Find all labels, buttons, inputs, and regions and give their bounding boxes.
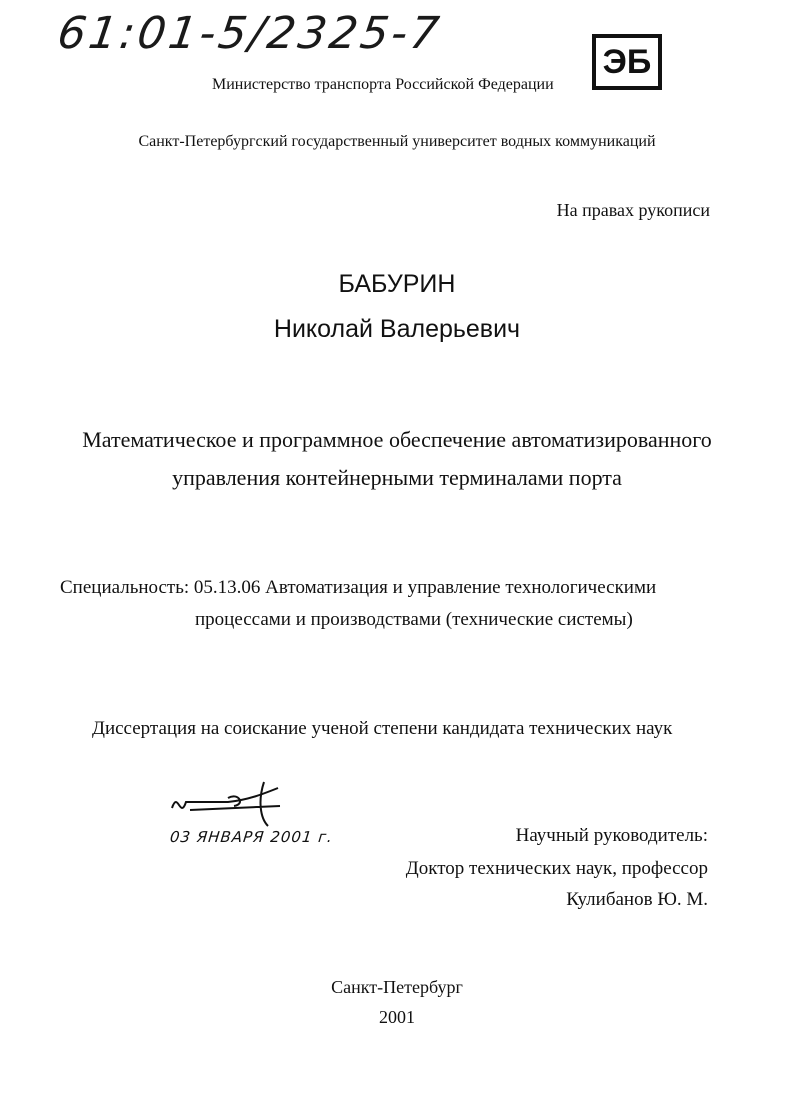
- manuscript-rights: На правах рукописи: [556, 200, 710, 220]
- author-signature: [168, 780, 298, 830]
- thesis-title-line-1: Математическое и программное обеспечение автоматизированного: [82, 427, 712, 452]
- author-surname: БАБУРИН: [338, 270, 456, 298]
- supervisor-degree: Доктор технических наук, профессор: [405, 858, 708, 879]
- signature-date: 03 ЯНВАРЯ 2001 г.: [169, 828, 334, 846]
- specialty-line-1: Специальность: 05.13.06 Автоматизация и управление технологическими: [60, 577, 657, 598]
- ministry-name: Министерство транспорта Российской Федерации: [212, 76, 554, 93]
- author-given-names: Николай Валерьевич: [273, 315, 521, 343]
- specialty-line-2: процессами и производствами (технические системы): [195, 609, 633, 630]
- thesis-title-line-2: управления контейнерными терминалами порта: [172, 465, 622, 490]
- degree-statement: Диссертация на соискание ученой степени кандидата технических наук: [92, 718, 673, 739]
- archive-number-handwritten: 61:01-5/2325-7: [54, 8, 445, 59]
- city: Санкт-Петербург: [331, 977, 463, 997]
- supervisor-label: Научный руководитель:: [515, 825, 708, 846]
- supervisor-name: Кулибанов Ю. М.: [566, 889, 708, 910]
- university-name: Санкт-Петербургский государственный университет водных коммуникаций: [138, 133, 656, 150]
- year: 2001: [379, 1007, 415, 1027]
- eb-stamp: ЭБ: [592, 34, 662, 90]
